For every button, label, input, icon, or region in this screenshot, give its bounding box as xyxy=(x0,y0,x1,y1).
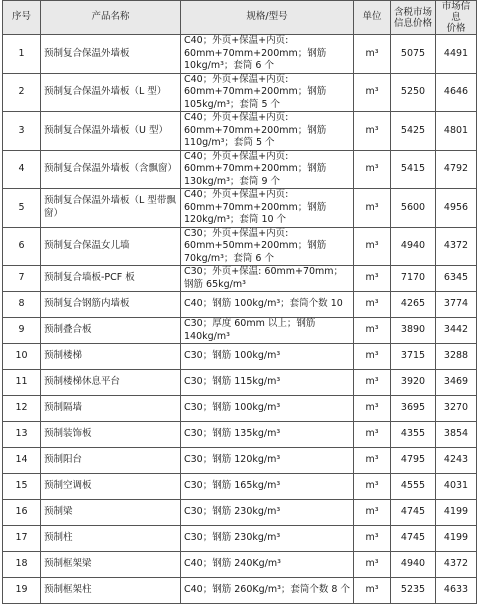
cell-no: 19 xyxy=(3,578,41,604)
cell-unit: m³ xyxy=(354,344,391,370)
cell-no: 6 xyxy=(3,227,41,266)
cell-product-name: 预制装饰板 xyxy=(41,422,181,448)
cell-no: 4 xyxy=(3,150,41,189)
cell-no: 16 xyxy=(3,500,41,526)
cell-tax-price: 3890 xyxy=(391,318,436,344)
table-row xyxy=(3,500,477,526)
header-market-price xyxy=(436,1,477,35)
cell-market-price: 4372 xyxy=(436,227,477,266)
cell-spec: C30；钢筋 135kg/m³ xyxy=(181,422,354,448)
cell-spec: C30；外页+保温+内页: 60mm+50mm+200mm；钢筋 70kg/m³；套筒 6 个 xyxy=(181,227,354,266)
cell-spec: C40；钢筋 100kg/m³；套筒个数 10 xyxy=(181,292,354,318)
cell-product-name: 预制复合保温外墙板（含飘窗） xyxy=(41,150,181,189)
cell-unit: m³ xyxy=(354,150,391,189)
cell-market-price: 3288 xyxy=(436,344,477,370)
table-row xyxy=(3,526,477,552)
cell-product-name: 预制复合保温外墙板（L 型） xyxy=(41,73,181,112)
cell-spec: C40；外页+保温+内页: 60mm+70mm+200mm；钢筋 130kg/m³；套筒 9 个 xyxy=(181,150,354,189)
cell-unit: m³ xyxy=(354,552,391,578)
cell-unit: m³ xyxy=(354,227,391,266)
cell-unit: m³ xyxy=(354,112,391,151)
cell-tax-price: 4745 xyxy=(391,526,436,552)
cell-tax-price: 7170 xyxy=(391,266,436,292)
cell-market-price: 6345 xyxy=(436,266,477,292)
cell-no: 2 xyxy=(3,73,41,112)
cell-spec: C30；钢筋 230kg/m³ xyxy=(181,526,354,552)
cell-product-name: 预制复合墙板-PCF 板 xyxy=(41,266,181,292)
cell-no: 17 xyxy=(3,526,41,552)
cell-spec: C40；外页+保温+内页: 60mm+70mm+200mm；钢筋 10kg/m³；套筒 6 个 xyxy=(181,35,354,74)
cell-tax-price: 3695 xyxy=(391,396,436,422)
cell-product-name: 预制叠合板 xyxy=(41,318,181,344)
cell-product-name: 预制空调板 xyxy=(41,474,181,500)
table-row xyxy=(3,344,477,370)
cell-unit: m³ xyxy=(354,266,391,292)
cell-spec: C40；外页+保温+内页: 60mm+70mm+200mm；钢筋 120kg/m³；套筒 10 个 xyxy=(181,189,354,228)
cell-product-name: 预制复合钢筋内墙板 xyxy=(41,292,181,318)
header-tax-price-line1: 含税市场 xyxy=(394,6,433,18)
cell-market-price: 4792 xyxy=(436,150,477,189)
cell-spec: C30；钢筋 100kg/m³ xyxy=(181,344,354,370)
cell-market-price: 4801 xyxy=(436,112,477,151)
table-row xyxy=(3,73,477,112)
cell-no: 15 xyxy=(3,474,41,500)
cell-spec: C30；外页+保温: 60mm+70mm；钢筋 65kg/m³ xyxy=(181,266,354,292)
cell-product-name: 预制楼梯休息平台 xyxy=(41,370,181,396)
cell-market-price: 3442 xyxy=(436,318,477,344)
cell-no: 1 xyxy=(3,35,41,74)
cell-market-price: 4199 xyxy=(436,500,477,526)
cell-spec: C40；钢筋 240Kg/m³ xyxy=(181,552,354,578)
cell-product-name: 预制复合保温外墙板 xyxy=(41,35,181,74)
cell-market-price: 3774 xyxy=(436,292,477,318)
cell-product-name: 预制框架柱 xyxy=(41,578,181,604)
cell-unit: m³ xyxy=(354,448,391,474)
cell-market-price: 4646 xyxy=(436,73,477,112)
cell-unit: m³ xyxy=(354,370,391,396)
header-market-price-line2: 价格 xyxy=(446,23,466,34)
cell-product-name: 预制阳台 xyxy=(41,448,181,474)
cell-tax-price: 5415 xyxy=(391,150,436,189)
cell-tax-price: 5250 xyxy=(391,73,436,112)
cell-no: 5 xyxy=(3,189,41,228)
cell-spec: C40；外页+保温+内页: 60mm+70mm+200mm；钢筋 110g/m³；套筒 5 个 xyxy=(181,112,354,151)
cell-market-price: 4491 xyxy=(436,35,477,74)
cell-spec: C30；钢筋 115kg/m³ xyxy=(181,370,354,396)
header-tax-price-line2: 信息价格 xyxy=(394,17,433,29)
cell-no: 11 xyxy=(3,370,41,396)
table-row xyxy=(3,112,477,151)
table-row xyxy=(3,474,477,500)
cell-market-price: 4243 xyxy=(436,448,477,474)
cell-no: 10 xyxy=(3,344,41,370)
cell-unit: m³ xyxy=(354,422,391,448)
cell-product-name: 预制梁 xyxy=(41,500,181,526)
price-table xyxy=(2,0,477,604)
cell-tax-price: 5600 xyxy=(391,189,436,228)
cell-unit: m³ xyxy=(354,578,391,604)
cell-tax-price: 3920 xyxy=(391,370,436,396)
cell-no: 18 xyxy=(3,552,41,578)
table-row xyxy=(3,552,477,578)
table-row xyxy=(3,578,477,604)
header-market-price-line1: 市场信息 xyxy=(441,1,471,23)
cell-product-name: 预制复合保温女儿墙 xyxy=(41,227,181,266)
cell-no: 7 xyxy=(3,266,41,292)
table-row xyxy=(3,396,477,422)
table-row xyxy=(3,292,477,318)
cell-tax-price: 4745 xyxy=(391,500,436,526)
header-tax-price xyxy=(391,1,436,35)
cell-market-price: 4199 xyxy=(436,526,477,552)
cell-tax-price: 4355 xyxy=(391,422,436,448)
cell-unit: m³ xyxy=(354,500,391,526)
cell-no: 12 xyxy=(3,396,41,422)
cell-tax-price: 4265 xyxy=(391,292,436,318)
cell-tax-price: 5425 xyxy=(391,112,436,151)
cell-tax-price: 4795 xyxy=(391,448,436,474)
table-row xyxy=(3,448,477,474)
cell-market-price: 3270 xyxy=(436,396,477,422)
header-no: 序号 xyxy=(3,1,41,35)
cell-spec: C30；钢筋 165kg/m³ xyxy=(181,474,354,500)
cell-unit: m³ xyxy=(354,35,391,74)
cell-market-price: 4031 xyxy=(436,474,477,500)
table-row xyxy=(3,150,477,189)
cell-unit: m³ xyxy=(354,318,391,344)
cell-no: 3 xyxy=(3,112,41,151)
cell-no: 9 xyxy=(3,318,41,344)
cell-unit: m³ xyxy=(354,474,391,500)
cell-tax-price: 5235 xyxy=(391,578,436,604)
cell-spec: C30；钢筋 100kg/m³ xyxy=(181,396,354,422)
cell-tax-price: 4555 xyxy=(391,474,436,500)
cell-market-price: 3469 xyxy=(436,370,477,396)
table-row xyxy=(3,266,477,292)
cell-spec: C30；钢筋 120kg/m³ xyxy=(181,448,354,474)
cell-no: 8 xyxy=(3,292,41,318)
table-row xyxy=(3,35,477,74)
cell-tax-price: 5075 xyxy=(391,35,436,74)
cell-unit: m³ xyxy=(354,189,391,228)
cell-tax-price: 4940 xyxy=(391,552,436,578)
cell-spec: C30；钢筋 230kg/m³ xyxy=(181,500,354,526)
cell-spec: C30；厚度 60mm 以上；钢筋 140kg/m³ xyxy=(181,318,354,344)
table-row xyxy=(3,189,477,228)
cell-no: 13 xyxy=(3,422,41,448)
cell-product-name: 预制框架梁 xyxy=(41,552,181,578)
cell-unit: m³ xyxy=(354,396,391,422)
table-row xyxy=(3,318,477,344)
cell-product-name: 预制隔墙 xyxy=(41,396,181,422)
cell-market-price: 4372 xyxy=(436,552,477,578)
cell-market-price: 4633 xyxy=(436,578,477,604)
cell-product-name: 预制复合保温外墙板（L 型带飘窗） xyxy=(41,189,181,228)
cell-unit: m³ xyxy=(354,73,391,112)
table-row xyxy=(3,422,477,448)
cell-spec: C40；钢筋 260Kg/m³；套筒个数 8 个 xyxy=(181,578,354,604)
cell-no: 14 xyxy=(3,448,41,474)
cell-spec: C40；外页+保温+内页: 60mm+70mm+200mm；钢筋 105kg/m³；套筒 5 个 xyxy=(181,73,354,112)
cell-market-price: 3854 xyxy=(436,422,477,448)
cell-product-name: 预制柱 xyxy=(41,526,181,552)
table-row xyxy=(3,227,477,266)
cell-tax-price: 4940 xyxy=(391,227,436,266)
header-spec: 规格/型号 xyxy=(181,1,354,35)
table-header-row xyxy=(3,1,477,35)
table-body xyxy=(3,35,477,604)
header-name: 产品名称 xyxy=(41,1,181,35)
cell-unit: m³ xyxy=(354,292,391,318)
cell-product-name: 预制复合保温外墙板（U 型） xyxy=(41,112,181,151)
cell-unit: m³ xyxy=(354,526,391,552)
cell-tax-price: 3715 xyxy=(391,344,436,370)
table-row xyxy=(3,370,477,396)
cell-market-price: 4956 xyxy=(436,189,477,228)
header-unit: 单位 xyxy=(354,1,391,35)
cell-product-name: 预制楼梯 xyxy=(41,344,181,370)
